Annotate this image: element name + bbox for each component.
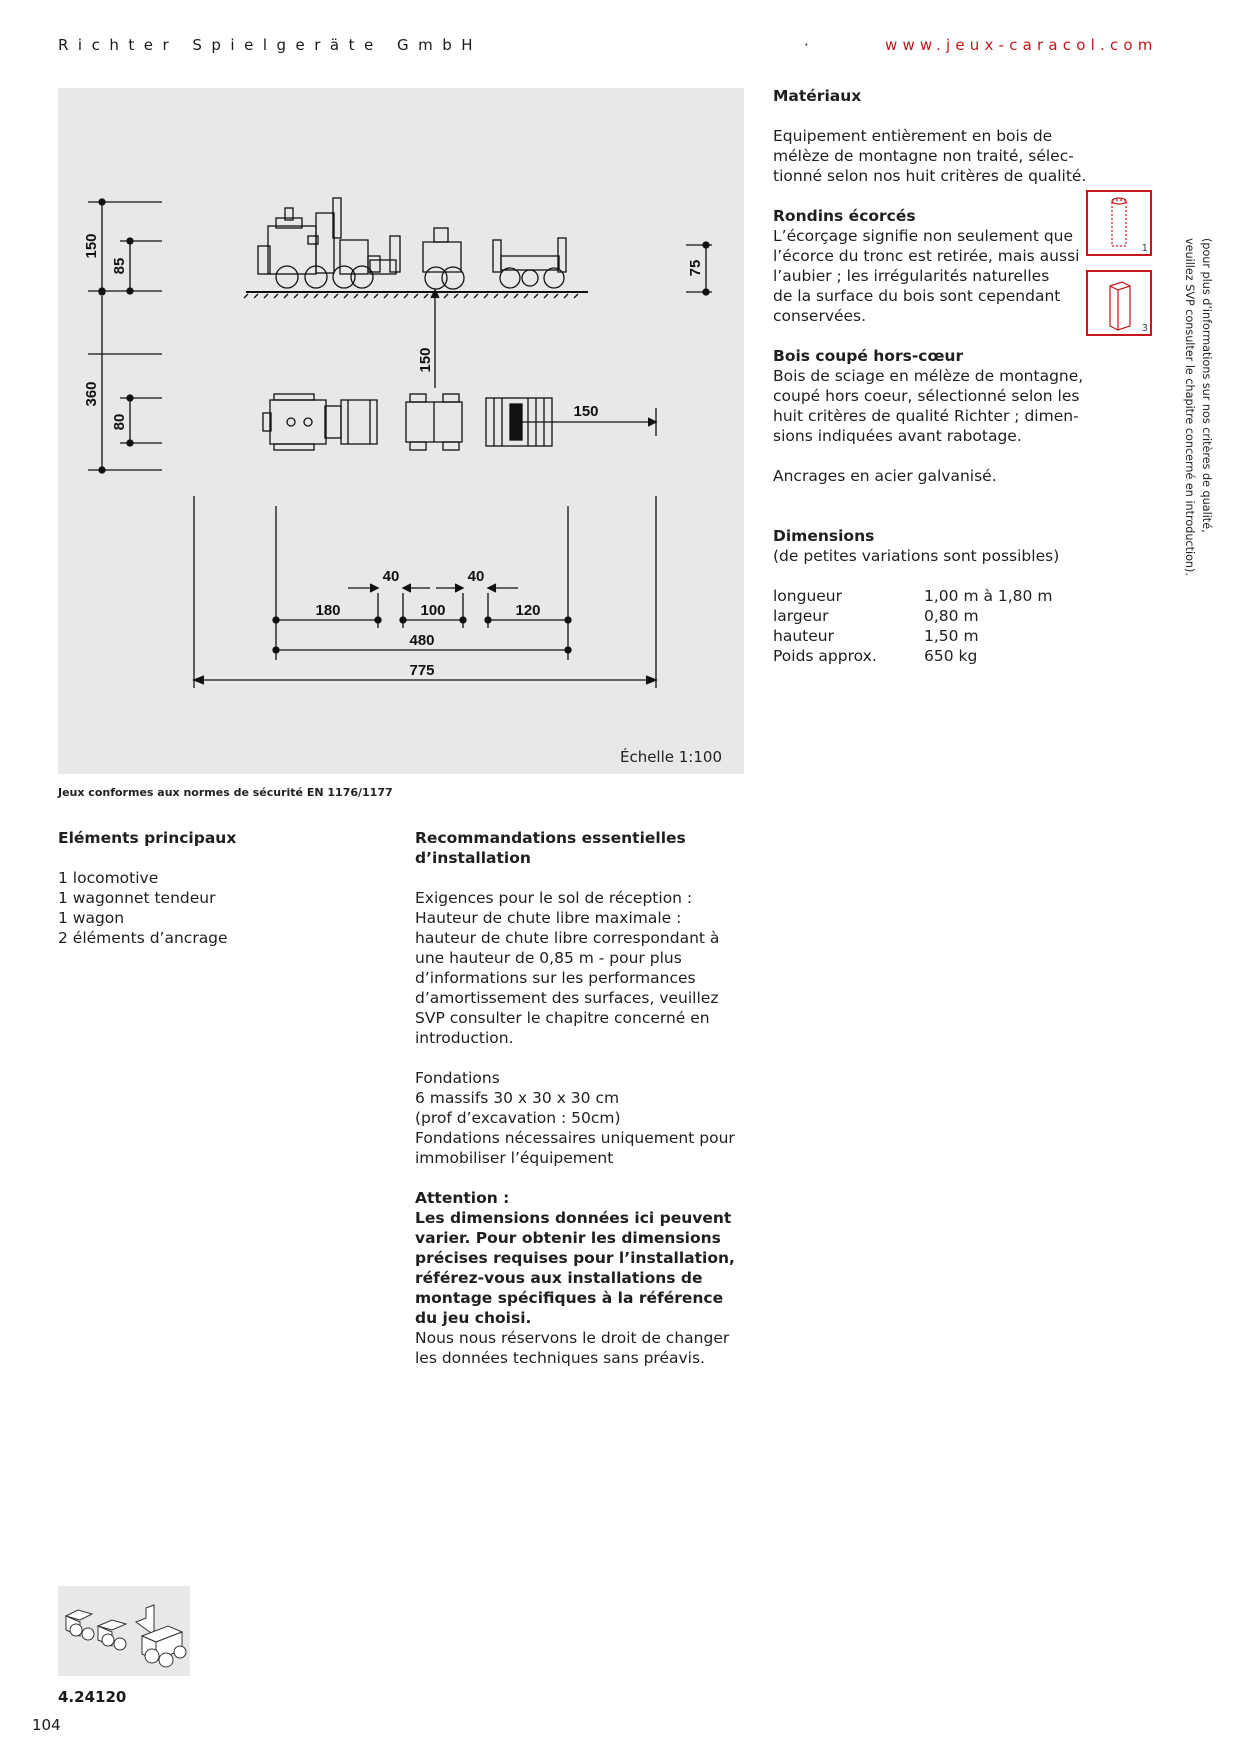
peeled-logs-title: Rondins écorcés (773, 207, 916, 225)
tender-elevation (370, 228, 464, 289)
wagon-elevation (493, 238, 566, 288)
thumbnail-number: 1 (1141, 243, 1148, 254)
main-elements-section (58, 828, 378, 948)
list-item: 2 éléments d’ancrage (58, 929, 228, 947)
dim-plan-80: 80 (111, 413, 128, 431)
disclaimer-text: Nous nous réservons le droit de changer les données techniques sans préavis. (415, 1329, 730, 1367)
dimensions-section (773, 526, 1093, 666)
page-header (58, 36, 1158, 62)
installation-title: Recommandations essentielles d’installation (415, 829, 686, 867)
attention-text: Les dimensions données ici peuvent varier. Pour obtenir les dimensions précises requises pour l’installation, référez-vous aux installations de montage spécifiques à la référence du jeu choisi. (415, 1209, 735, 1327)
sawn-timber-title: Bois coupé hors-cœur (773, 347, 964, 365)
train-icon (58, 1586, 190, 1676)
dim-length-480: 480 (409, 632, 435, 649)
drawing-svg (58, 88, 744, 774)
dimensions-title: Dimensions (773, 527, 875, 545)
safety-norms-note: Jeux conformes aux normes de sécurité EN 1176/1177 (58, 786, 393, 799)
anchors-text: Ancrages en acier galvanisé. (773, 467, 997, 485)
locomotive-plan (263, 394, 377, 450)
dimension-value: 650 kg (924, 647, 978, 665)
dim-length-100: 100 (420, 602, 446, 619)
dimension-value: 1,00 m à 1,80 m (924, 587, 1053, 605)
technical-drawing (58, 88, 744, 774)
materials-title: Matériaux (773, 87, 862, 105)
peeled-log-thumbnail (1086, 190, 1152, 256)
dim-plan-360: 360 (83, 381, 100, 407)
ground-line (244, 292, 588, 298)
dim-length-120: 120 (515, 602, 541, 619)
dimensions-table (773, 586, 1093, 666)
dimensions-subtitle: (de petites variations sont possibles) (773, 547, 1060, 565)
dim-gap-40-right: 40 (467, 568, 485, 585)
dim-length-180: 180 (315, 602, 341, 619)
scale-label: Échelle 1:100 (619, 748, 722, 766)
product-code: 4.24120 (58, 1688, 127, 1706)
dimension-row (773, 626, 1093, 646)
tender-plan (406, 394, 462, 450)
dim-gap-40-left: 40 (382, 568, 400, 585)
dim-height-150: 150 (83, 233, 100, 259)
attention-title: Attention : (415, 1189, 510, 1207)
side-note-line-2: veuillez SVP consulter le chapitre concerné en introduction). (1183, 238, 1196, 576)
dim-plan-150-horizontal: 150 (573, 403, 599, 420)
page-number: 104 (32, 1716, 61, 1734)
list-item: 1 wagonnet tendeur (58, 889, 216, 907)
locomotive-elevation (258, 198, 380, 288)
dimension-label: largeur (773, 607, 829, 625)
product-thumbnail (58, 1586, 190, 1676)
header-separator: · (804, 36, 819, 54)
dimension-row (773, 646, 1093, 666)
list-item: 1 locomotive (58, 869, 159, 887)
length-dimension-lines (194, 496, 656, 688)
quality-side-note (1175, 238, 1215, 576)
dimension-label: longueur (773, 587, 843, 605)
dimension-label: Poids approx. (773, 647, 877, 665)
dim-height-75: 75 (687, 259, 704, 277)
materials-section (773, 86, 1093, 686)
thumbnail-number: 3 (1141, 323, 1148, 334)
installation-section (415, 828, 745, 1368)
dimension-row (773, 606, 1093, 626)
side-note-line-1: (pour plus d’informations sur nos critères de qualité, (1200, 238, 1213, 533)
dimension-row (773, 586, 1093, 606)
dimension-value: 1,50 m (924, 627, 979, 645)
foundations-text: Fondations 6 massifs 30 x 30 x 30 cm (prof d’excavation : 50cm) Fondations nécessaires uniquement pour immobiliser l’équipement (415, 1069, 735, 1167)
sawn-timber-text: Bois de sciage en mélèze de montagne, coupé hors coeur, sélectionné selon les huit critères de qualité Richter ; dimen- sions indiquées avant rabotage. (773, 367, 1084, 445)
dim-length-775: 775 (409, 662, 435, 679)
dim-height-85: 85 (111, 257, 128, 275)
sawn-timber-thumbnail (1086, 270, 1152, 336)
list-item: 1 wagon (58, 909, 125, 927)
website-link[interactable]: www.jeux-caracol.com (885, 36, 1158, 54)
dimension-value: 0,80 m (924, 607, 979, 625)
dimension-label: hauteur (773, 627, 834, 645)
ground-requirements: Exigences pour le sol de réception : Hauteur de chute libre maximale : hauteur de chute libre correspondant à une hauteur de 0,85 m - pour plus d’informations sur les performances d’amortissement des surfaces, veuillez SVP consulter le chapitre concerné en introduction. (415, 889, 720, 1047)
peeled-logs-text: L’écorçage signifie non seulement que l’écorce du tronc est retirée, mais aussi l’aubier ; les irrégularités naturelles de la surface du bois sont cependant conservées. (773, 227, 1080, 325)
company-name: Richter Spielgeräte GmbH (58, 36, 483, 54)
dim-plan-150-vertical: 150 (417, 347, 434, 373)
plan-dimension-lines (88, 289, 656, 473)
main-elements-title: Eléments principaux (58, 829, 237, 847)
materials-intro: Equipement entièrement en bois de mélèze de montagne non traité, sélec- tionné selon nos huit critères de qualité. (773, 127, 1087, 185)
